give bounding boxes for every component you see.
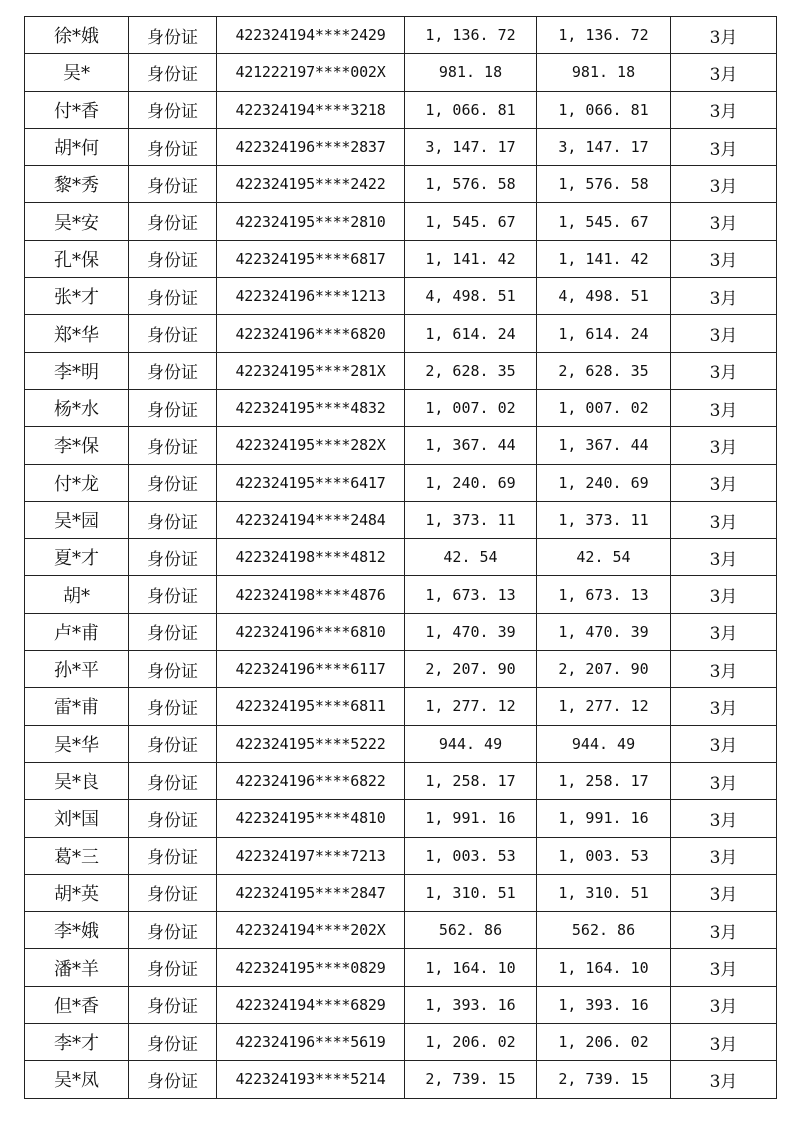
person-name-cell: 卢*甫 [25,613,129,650]
id-number-cell: 422324198****4812 [217,539,405,576]
person-name-cell: 胡* [25,576,129,613]
id-number-cell: 422324196****1213 [217,278,405,315]
amount-cell: 3, 147. 17 [405,128,537,165]
id-number-cell: 422324198****4876 [217,576,405,613]
person-name-cell: 李*明 [25,352,129,389]
table-row [25,837,777,874]
id-number-cell: 422324196****6117 [217,651,405,688]
document-type-cell: 身份证 [129,837,217,874]
table-row [25,688,777,725]
amount-paid-cell: 981. 18 [537,54,671,91]
amount-cell: 562. 86 [405,912,537,949]
month-cell: 3月 [671,278,777,315]
document-type-cell: 身份证 [129,54,217,91]
month-cell: 3月 [671,688,777,725]
amount-paid-cell: 1, 673. 13 [537,576,671,613]
person-name-cell: 吴*园 [25,501,129,538]
amount-cell: 1, 310. 51 [405,874,537,911]
month-cell: 3月 [671,912,777,949]
document-type-cell: 身份证 [129,352,217,389]
month-cell: 3月 [671,91,777,128]
amount-cell: 1, 258. 17 [405,762,537,799]
amount-cell: 1, 007. 02 [405,389,537,426]
document-type-cell: 身份证 [129,651,217,688]
person-name-cell: 吴* [25,54,129,91]
id-number-cell: 422324196****5619 [217,1024,405,1061]
amount-cell: 1, 673. 13 [405,576,537,613]
amount-paid-cell: 1, 614. 24 [537,315,671,352]
table-body [25,17,777,1099]
month-cell: 3月 [671,240,777,277]
person-name-cell: 潘*羊 [25,949,129,986]
document-type-cell: 身份证 [129,464,217,501]
amount-cell: 1, 240. 69 [405,464,537,501]
table-row [25,91,777,128]
document-type-cell: 身份证 [129,1061,217,1098]
month-cell: 3月 [671,501,777,538]
table-row [25,17,777,54]
person-name-cell: 孔*保 [25,240,129,277]
id-number-cell: 422324195****2810 [217,203,405,240]
document-type-cell: 身份证 [129,91,217,128]
person-name-cell: 黎*秀 [25,166,129,203]
table-row [25,539,777,576]
amount-cell: 1, 545. 67 [405,203,537,240]
month-cell: 3月 [671,539,777,576]
document-type-cell: 身份证 [129,203,217,240]
amount-cell: 1, 066. 81 [405,91,537,128]
amount-cell: 944. 49 [405,725,537,762]
amount-cell: 2, 739. 15 [405,1061,537,1098]
month-cell: 3月 [671,352,777,389]
document-type-cell: 身份证 [129,389,217,426]
table-row [25,986,777,1023]
amount-paid-cell: 1, 373. 11 [537,501,671,538]
month-cell: 3月 [671,427,777,464]
amount-cell: 1, 614. 24 [405,315,537,352]
table-row [25,128,777,165]
id-number-cell: 422324194****2484 [217,501,405,538]
amount-paid-cell: 1, 545. 67 [537,203,671,240]
id-number-cell: 422324194****2429 [217,17,405,54]
month-cell: 3月 [671,1024,777,1061]
id-number-cell: 422324195****281X [217,352,405,389]
amount-cell: 1, 576. 58 [405,166,537,203]
table-row [25,613,777,650]
document-type-cell: 身份证 [129,986,217,1023]
table-row [25,576,777,613]
month-cell: 3月 [671,166,777,203]
id-number-cell: 422324195****0829 [217,949,405,986]
person-name-cell: 孙*平 [25,651,129,688]
id-number-cell: 422324197****7213 [217,837,405,874]
person-name-cell: 徐*娥 [25,17,129,54]
amount-paid-cell: 1, 258. 17 [537,762,671,799]
month-cell: 3月 [671,949,777,986]
document-type-cell: 身份证 [129,800,217,837]
month-cell: 3月 [671,576,777,613]
amount-paid-cell: 1, 367. 44 [537,427,671,464]
table-row [25,949,777,986]
amount-cell: 1, 393. 16 [405,986,537,1023]
id-number-cell: 422324196****6822 [217,762,405,799]
month-cell: 3月 [671,464,777,501]
table-row [25,912,777,949]
amount-paid-cell: 1, 164. 10 [537,949,671,986]
document-type-cell: 身份证 [129,315,217,352]
document-type-cell: 身份证 [129,613,217,650]
document-type-cell: 身份证 [129,576,217,613]
amount-cell: 1, 164. 10 [405,949,537,986]
table-row [25,1061,777,1098]
table-row [25,651,777,688]
amount-cell: 1, 470. 39 [405,613,537,650]
amount-paid-cell: 1, 141. 42 [537,240,671,277]
table-row [25,240,777,277]
month-cell: 3月 [671,54,777,91]
amount-paid-cell: 1, 277. 12 [537,688,671,725]
table-row [25,389,777,426]
document-type-cell: 身份证 [129,128,217,165]
table-row [25,464,777,501]
document-type-cell: 身份证 [129,688,217,725]
person-name-cell: 张*才 [25,278,129,315]
month-cell: 3月 [671,874,777,911]
id-number-cell: 422324195****2847 [217,874,405,911]
amount-paid-cell: 1, 470. 39 [537,613,671,650]
amount-cell: 1, 206. 02 [405,1024,537,1061]
person-name-cell: 吴*良 [25,762,129,799]
document-type-cell: 身份证 [129,874,217,911]
person-name-cell: 雷*甫 [25,688,129,725]
document-type-cell: 身份证 [129,912,217,949]
amount-paid-cell: 1, 136. 72 [537,17,671,54]
table-row [25,166,777,203]
amount-cell: 1, 277. 12 [405,688,537,725]
table-row [25,874,777,911]
id-number-cell: 422324195****4810 [217,800,405,837]
id-number-cell: 422324193****5214 [217,1061,405,1098]
document-type-cell: 身份证 [129,427,217,464]
document-type-cell: 身份证 [129,501,217,538]
person-name-cell: 李*才 [25,1024,129,1061]
id-number-cell: 422324195****5222 [217,725,405,762]
month-cell: 3月 [671,725,777,762]
amount-paid-cell: 4, 498. 51 [537,278,671,315]
amount-paid-cell: 2, 207. 90 [537,651,671,688]
amount-cell: 42. 54 [405,539,537,576]
person-name-cell: 吴*安 [25,203,129,240]
amount-cell: 2, 207. 90 [405,651,537,688]
id-number-cell: 422324195****282X [217,427,405,464]
amount-paid-cell: 1, 310. 51 [537,874,671,911]
id-number-cell: 421222197****002X [217,54,405,91]
person-name-cell: 葛*三 [25,837,129,874]
amount-cell: 1, 003. 53 [405,837,537,874]
amount-cell: 1, 141. 42 [405,240,537,277]
amount-cell: 4, 498. 51 [405,278,537,315]
document-type-cell: 身份证 [129,240,217,277]
month-cell: 3月 [671,1061,777,1098]
month-cell: 3月 [671,389,777,426]
document-type-cell: 身份证 [129,166,217,203]
month-cell: 3月 [671,613,777,650]
person-name-cell: 杨*水 [25,389,129,426]
person-name-cell: 吴*凤 [25,1061,129,1098]
amount-paid-cell: 562. 86 [537,912,671,949]
person-name-cell: 胡*英 [25,874,129,911]
amount-paid-cell: 3, 147. 17 [537,128,671,165]
id-number-cell: 422324195****4832 [217,389,405,426]
document-type-cell: 身份证 [129,539,217,576]
id-number-cell: 422324195****2422 [217,166,405,203]
month-cell: 3月 [671,203,777,240]
id-number-cell: 422324194****3218 [217,91,405,128]
document-type-cell: 身份证 [129,278,217,315]
table-row [25,427,777,464]
amount-cell: 1, 373. 11 [405,501,537,538]
amount-paid-cell: 1, 240. 69 [537,464,671,501]
amount-paid-cell: 1, 206. 02 [537,1024,671,1061]
table-row [25,278,777,315]
id-number-cell: 422324195****6811 [217,688,405,725]
person-name-cell: 刘*国 [25,800,129,837]
amount-paid-cell: 1, 003. 53 [537,837,671,874]
amount-cell: 1, 991. 16 [405,800,537,837]
amount-paid-cell: 1, 576. 58 [537,166,671,203]
amount-cell: 981. 18 [405,54,537,91]
id-number-cell: 422324194****6829 [217,986,405,1023]
table-row [25,725,777,762]
table-row [25,54,777,91]
person-name-cell: 付*龙 [25,464,129,501]
amount-cell: 1, 367. 44 [405,427,537,464]
month-cell: 3月 [671,17,777,54]
person-name-cell: 李*保 [25,427,129,464]
amount-paid-cell: 2, 739. 15 [537,1061,671,1098]
id-number-cell: 422324196****2837 [217,128,405,165]
document-type-cell: 身份证 [129,949,217,986]
month-cell: 3月 [671,837,777,874]
month-cell: 3月 [671,800,777,837]
table-row [25,315,777,352]
amount-paid-cell: 42. 54 [537,539,671,576]
person-name-cell: 但*香 [25,986,129,1023]
id-number-cell: 422324194****202X [217,912,405,949]
payment-table-sheet [24,16,776,1099]
amount-paid-cell: 1, 393. 16 [537,986,671,1023]
document-type-cell: 身份证 [129,725,217,762]
amount-paid-cell: 944. 49 [537,725,671,762]
month-cell: 3月 [671,762,777,799]
person-name-cell: 夏*才 [25,539,129,576]
table-row [25,203,777,240]
table-row [25,800,777,837]
amount-cell: 2, 628. 35 [405,352,537,389]
table-row [25,1024,777,1061]
id-number-cell: 422324196****6820 [217,315,405,352]
id-number-cell: 422324196****6810 [217,613,405,650]
month-cell: 3月 [671,128,777,165]
person-name-cell: 付*香 [25,91,129,128]
month-cell: 3月 [671,986,777,1023]
person-name-cell: 郑*华 [25,315,129,352]
payment-table [24,16,777,1099]
month-cell: 3月 [671,315,777,352]
table-row [25,762,777,799]
person-name-cell: 李*娥 [25,912,129,949]
amount-paid-cell: 1, 991. 16 [537,800,671,837]
document-type-cell: 身份证 [129,1024,217,1061]
id-number-cell: 422324195****6817 [217,240,405,277]
document-type-cell: 身份证 [129,17,217,54]
table-row [25,352,777,389]
amount-paid-cell: 2, 628. 35 [537,352,671,389]
month-cell: 3月 [671,651,777,688]
amount-paid-cell: 1, 007. 02 [537,389,671,426]
amount-paid-cell: 1, 066. 81 [537,91,671,128]
amount-cell: 1, 136. 72 [405,17,537,54]
document-type-cell: 身份证 [129,762,217,799]
id-number-cell: 422324195****6417 [217,464,405,501]
person-name-cell: 胡*何 [25,128,129,165]
person-name-cell: 吴*华 [25,725,129,762]
table-row [25,501,777,538]
